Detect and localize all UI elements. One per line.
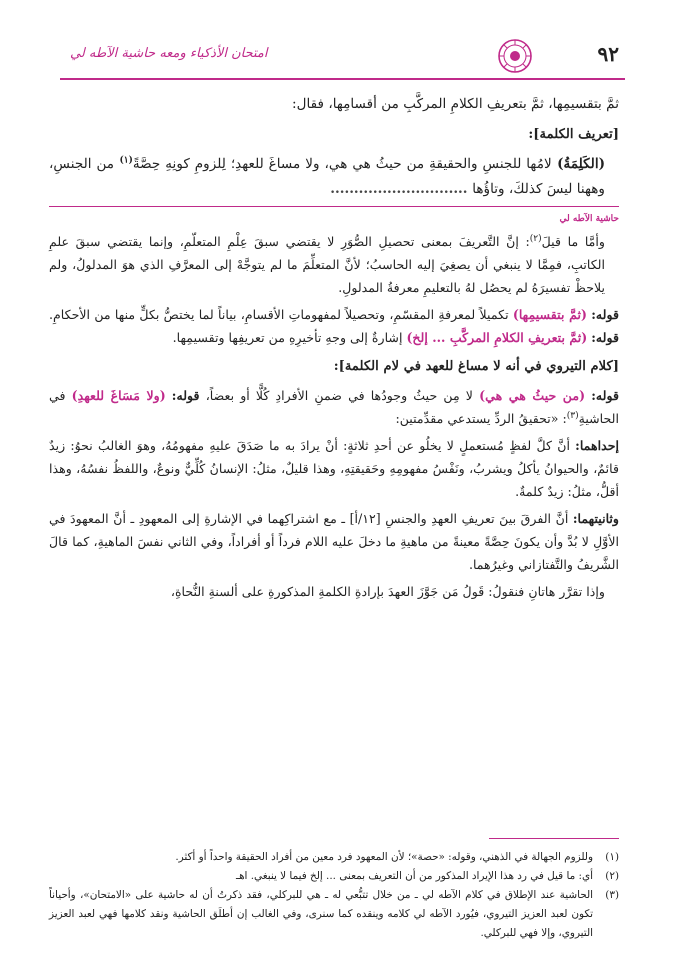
footnote-rule [489, 838, 619, 839]
paragraph [49, 580, 619, 603]
paragraph [49, 384, 619, 430]
section-heading [49, 121, 619, 148]
hashiya-label: حاشية الآطه لي [559, 214, 619, 224]
text: وأمَّا ما قيلَ [541, 234, 605, 249]
ornament-rosette-icon [497, 38, 533, 74]
matn-definition [49, 152, 619, 202]
paragraph [49, 507, 619, 576]
text: : إنَّ التَّعريفَ بمعنى تحصيلِ الصُّوَرِ لا يقتضي سبقَ عِلْمِ المتعلّمِ، وإنما يقتضي سبقَ علمِ الكاتبِ، فمِمَّا لا ينبغي أن يصغِيَ إليه الحاسبُ؛ لأنَّ المتعلِّمَ ما لم يتوجَّهْ إلى المعرَّفِ الذي هوَ المدلولُ، ولم يلاحظْ تفسيرَهُ لم يحصُل لهُ بالتعليمِ معرفةُ المدلولِ. [49, 234, 605, 295]
quoted-phrase: (من حيثُ هي هي) [479, 388, 586, 403]
divider-line [49, 206, 619, 207]
premise-label: إحداهما: [575, 438, 619, 453]
hashiya-divider [49, 206, 619, 224]
paragraph [49, 434, 619, 503]
text: أنَّ كلَّ لفظٍ مُستعملٍ لا يخلُو عن أحدِ ثلاثةٍ: أنْ يرادَ به ما صَدَقَ عليهِ مفهومُهُ، وهوَ الغالبُ نحوُ: زيدٌ قائمٌ، والحيوانُ يأكلُ ويشربُ، ونَفْسُ مفهومِهِ وحَقيقتِهِ، وهذا قليلٌ، مثلُ: الإنسانُ كُلِّيٌّ ونوعٌ، واللفظُ نفسُهُ، وهذا أقلُّ، مثلُ: زيدٌ كلمةٌ. [49, 438, 619, 499]
qawluh-label: قوله: [591, 307, 619, 322]
footnote-text: الحاشية عند الإطلاق في كلام الآطه لي ـ من خلال تتبُّعي له ـ هي للبركلي، فقد ذكرتُ أن له حاشية على «الامتحان»، وأحياناً تكون لعبد العزيز التيروي، فيُورد الآطه لي كلامه وينقده كما سنرى، وفي الغالب إن أطلَق الحاشية ونقد كلامها فهي لعبد العزيز التيروي، وإلا فهي للبركلي. [49, 889, 593, 939]
matn-text: لامُها للجنسِ والحقيقةِ من حيثُ هي هي، ولا مساغَ للعهدِ؛ لِلزومِ كونِهِ حِصَّةً [132, 156, 552, 172]
text: أنَّ الفرقَ بينَ تعريفِ العهدِ والجنسِ [١٢/أ] ـ مع اشتراكِهما في الإشارةِ إلى المعهودِ ـ أنَّ المعهودَ في الأوَّلِ لا بُدَّ وأن يكونَ حِصَّةً معينةً من ماهيةِ ما دخلَ عليه اللام فرداً أو أفراداً، وفي الثاني نفسَ الماهيةِ، كما قالَ الشَّريفُ والتَّفتازاني وغيرُهما. [49, 511, 619, 572]
quoted-phrase: (ثمَّ بتعريفِ الكلامِ المركَّبِ ... إلخ) [406, 330, 588, 345]
text: وإذا تقرَّر هاتانِ فنقولُ: قَولُ مَن جَوَّزَ العهدَ بإرادةِ الكلمةِ المذكورةِ على ألسنةِ النُّحاةِ، [170, 584, 605, 599]
footnote-ref[interactable]: (٣) [566, 410, 579, 421]
section-heading [49, 353, 619, 380]
matn-text: من الجنسِ، وههنا ليسَ كذلكَ، وتاؤُها [49, 156, 605, 197]
qawluh-label: قوله: [591, 330, 619, 345]
paragraph [49, 303, 619, 349]
footnote-number: (٣) [605, 889, 619, 901]
matn-line-1 [49, 92, 619, 117]
footnote-ref[interactable]: (٢) [529, 233, 542, 244]
header-rule [60, 78, 625, 80]
footnotes [49, 848, 619, 943]
footnote [49, 886, 619, 943]
text: في الحاشيةِ [49, 388, 619, 426]
footnote-number: (٢) [605, 870, 619, 882]
paragraph [49, 230, 619, 299]
quoted-phrase: (ولا مَسَاغَ للعهدِ) [71, 388, 166, 403]
page-number: ٩٢ [597, 42, 619, 66]
section-title: [كلام التيروي في أنه لا مساغ للعهد في لام الكلمة]: [333, 359, 619, 374]
text: : «تحقيقُ الردِّ يستدعي مقدِّمتين: [395, 411, 567, 426]
quoted-phrase: (ثمَّ بتقسيمِها) [512, 307, 587, 322]
section-title: [تعريف الكلمة]: [528, 127, 619, 142]
matn-term: (الكَلِمَةُ) [557, 156, 606, 172]
footnote-number: (١) [605, 851, 619, 863]
ellipsis: ............................. [330, 181, 468, 197]
text: إشارةٌ إلى وجهِ تأخيرِهِ من تعريفِها وتقسيمِها. [172, 330, 403, 345]
premise-label: وثانيتهما: [572, 511, 619, 526]
qawluh-label: قوله: [591, 388, 619, 403]
footnote-text: أي: ما قيل في رد هذا الإيراد المذكور من أن التعريف بمعنى ... إلخ فيما لا ينبغي. اهـ [236, 870, 593, 882]
qawluh-label: قوله: [171, 388, 200, 403]
footnote-ref[interactable]: (١) [119, 155, 133, 166]
footnote [49, 848, 619, 867]
matn-text: ثمَّ بتقسيمِها، ثمَّ بتعريفِ الكلامِ المركَّبِ من أقسامِها، فقال: [292, 96, 619, 112]
text: لا مِن حيثُ وجودُها في ضمنِ الأفرادِ كُلًّا أو بعضاً، [205, 388, 473, 403]
main-content [49, 92, 619, 607]
running-title: امتحان الأذكياء ومعه حاشية الآطه لي [70, 46, 268, 61]
footnote-text: وللزوم الجهالة في الذهني، وقوله: «حصة»؛ لأن المعهود فرد معين من أفراد الحقيقة واحداً أو أكثر. [175, 851, 593, 863]
page-header [60, 38, 625, 82]
footnote [49, 867, 619, 886]
text: تكميلاً لمعرفةِ المقسّمِ، وتحصيلاً لمفهوماتِ الأقسامِ، بياناً لما يختصُّ بكلٍّ منها من الأحكامِ. [49, 307, 509, 322]
